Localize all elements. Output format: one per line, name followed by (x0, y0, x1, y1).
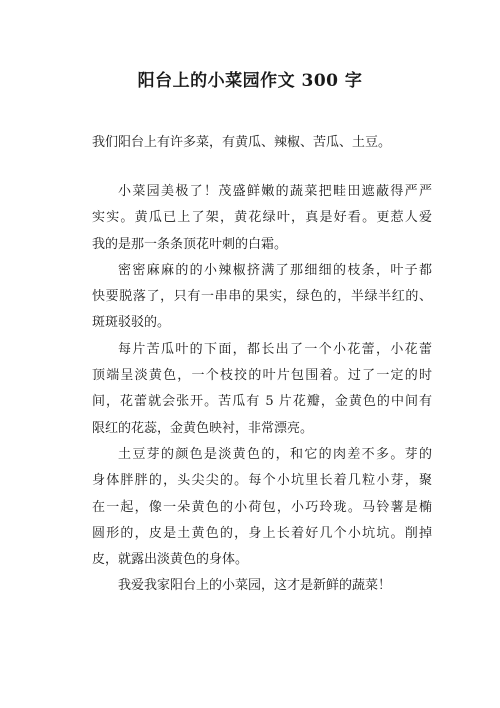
paragraph-line: 我的是那一条条顶花叶刺的白霜。 (92, 236, 288, 252)
paragraph-line: 快要脱落了，只有一串串的果实，绿色的，半绿半红的、 (92, 289, 432, 305)
essay-paragraph (92, 337, 432, 442)
paragraph-line: 斑斑驳驳的。 (92, 315, 171, 331)
paragraph-line: 小菜园美极了！茂盛鲜嫩的蔬菜把畦田遮蔽得严严 (118, 184, 432, 199)
essay-paragraph (92, 442, 432, 573)
paragraph-line: 在一起，像一朵黄色的小荷包，小巧玲珑。马铃薯是椭 (92, 499, 432, 515)
paragraph-line: 我爱我家阳台上的小菜园，这才是新鲜的蔬菜！ (118, 578, 392, 594)
paragraph-line: 顶端呈淡黄色，一个枝挍的叶片包围着。过了一定的时 (92, 368, 432, 384)
essay-paragraph (92, 258, 432, 337)
paragraph-line: 圆形的，皮是土黄色的，身上长着好几个小坑坑。削掉 (92, 525, 432, 541)
paragraph-line: 皮，就露出淡黄色的身体。 (92, 552, 249, 568)
paragraph-line: 实实。黄瓜已上了架，黄花绿叶，真是好看。更惹人爱 (92, 210, 432, 226)
paragraph-line: 每片苦瓜叶的下面，都长出了一个小花蕾，小花蕾 (118, 341, 432, 357)
essay-paragraph (92, 573, 432, 599)
paragraph-line: 间，花蕾就会张开。苦瓜有 5 片花瓣，金黄色的中间有 (92, 394, 432, 410)
intro-paragraph: 我们阳台上有许多菜，有黄瓜、辣椒、苦瓜、土豆。 (92, 135, 392, 150)
essay-paragraph (92, 179, 432, 258)
paragraph-line: 土豆芽的颜色是淡黄色的，和它的肉差不多。芽的 (118, 446, 432, 462)
essay-title: 阳台上的小菜园作文 300 字 (137, 71, 363, 91)
paragraph-line: 限红的花蕊，金黄色映衬，非常漂亮。 (92, 420, 314, 436)
paragraph-line: 身体胖胖的，头尖尖的。每个小坑里长着几粒小芽，聚 (92, 473, 432, 489)
essay-body (92, 179, 432, 600)
paragraph-line: 密密麻麻的的小辣椒挤满了那细细的枝条，叶子都 (118, 262, 432, 278)
